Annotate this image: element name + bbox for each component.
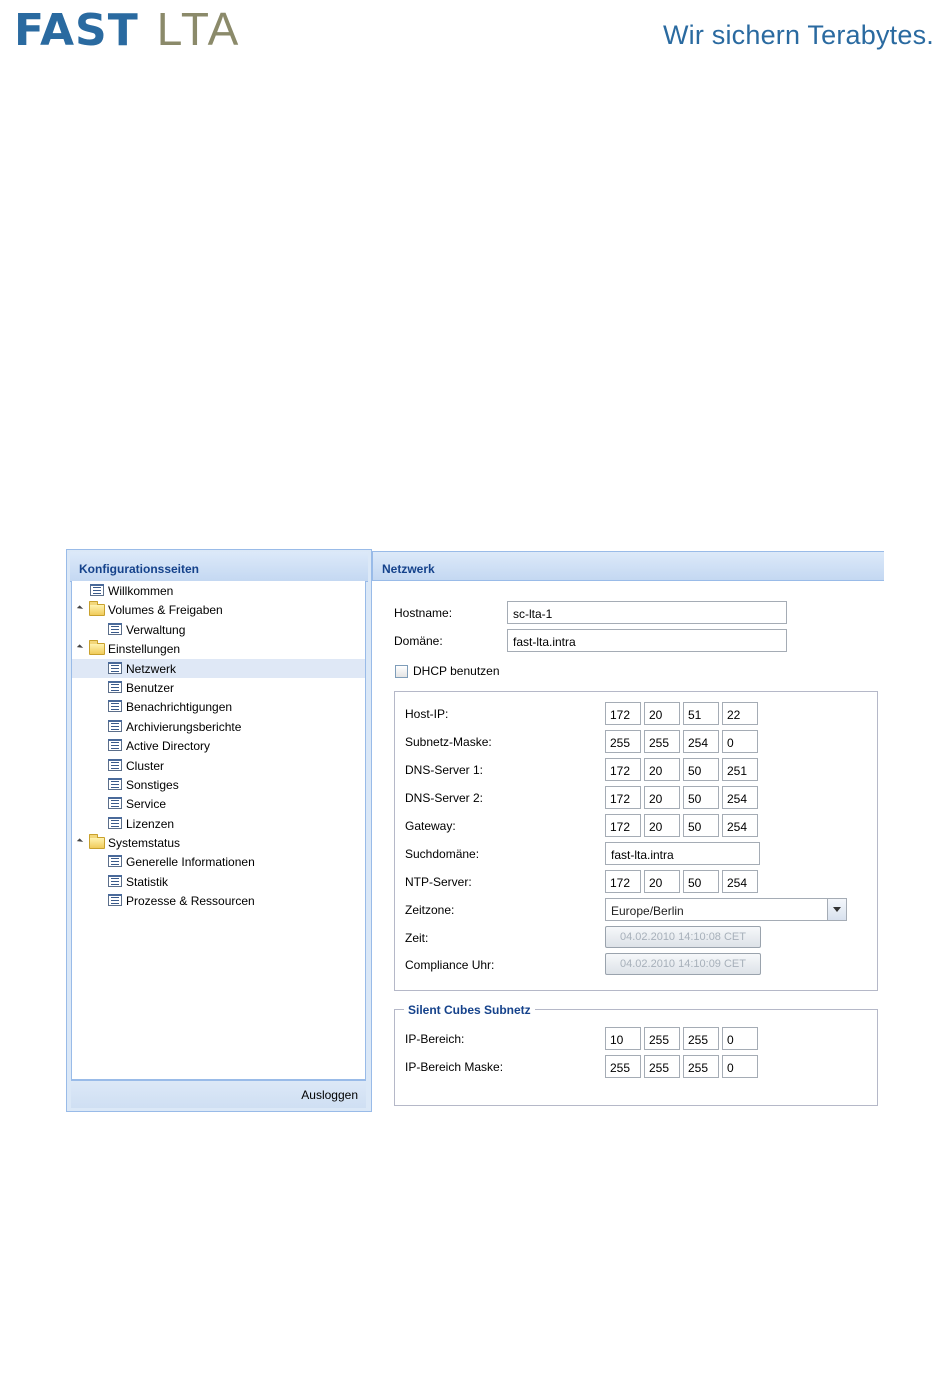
subnet-octet-3[interactable]: 254 <box>683 730 719 753</box>
domain-label: Domäne: <box>394 634 443 648</box>
ip-range-octet-1[interactable]: 10 <box>605 1027 641 1050</box>
sidebar-item-label: Prozesse & Ressourcen <box>126 894 255 909</box>
page-icon <box>90 584 104 596</box>
dhcp-checkbox[interactable] <box>395 665 408 678</box>
sidebar-item[interactable] <box>72 814 365 833</box>
subnet-octet-2[interactable]: 255 <box>644 730 680 753</box>
dns2-octet-3[interactable]: 50 <box>683 786 719 809</box>
page-icon <box>108 720 122 732</box>
folder-icon <box>89 837 105 849</box>
main-panel <box>371 549 884 1112</box>
host-ip-octet-3[interactable]: 51 <box>683 702 719 725</box>
gateway-octet-3[interactable]: 50 <box>683 814 719 837</box>
sidebar-panel <box>66 549 372 1112</box>
page-icon <box>108 797 122 809</box>
hostname-input[interactable]: sc-lta-1 <box>507 601 787 624</box>
page-icon <box>108 817 122 829</box>
sidebar-item[interactable] <box>72 678 365 697</box>
gateway-octet-2[interactable]: 20 <box>644 814 680 837</box>
sidebar-item[interactable] <box>72 775 365 794</box>
chevron-down-icon[interactable] <box>827 899 846 920</box>
dns1-octet-1[interactable]: 172 <box>605 758 641 781</box>
sidebar-item-label: Willkommen <box>108 584 174 598</box>
tagline: Wir sichern Terabytes. <box>663 20 934 50</box>
sidebar-item-label: Benutzer <box>126 680 175 695</box>
folder-icon <box>89 604 105 616</box>
sidebar-item[interactable] <box>72 697 365 716</box>
dns2-label: DNS-Server 2: <box>405 791 484 805</box>
dns1-label: DNS-Server 1: <box>405 763 484 777</box>
config-app <box>66 549 884 1112</box>
sidebar-item-label: Generelle Informationen <box>126 855 255 870</box>
compliance-clock-display: 04.02.2010 14:10:09 CET <box>605 953 761 975</box>
subnet-octet-4[interactable]: 0 <box>722 730 758 753</box>
sidebar-title: Konfigurationsseiten <box>70 552 368 582</box>
sidebar-item-label: Service <box>126 797 167 812</box>
expand-arrow-icon[interactable] <box>77 838 83 844</box>
ip-mask-octet-4[interactable]: 0 <box>722 1055 758 1078</box>
page-icon <box>108 623 122 635</box>
ip-mask-label: IP-Bereich Maske: <box>405 1060 504 1074</box>
sidebar-item-label: Statistik <box>126 874 169 889</box>
logo-fast: FAST <box>14 5 139 56</box>
sidebar-item[interactable] <box>72 756 365 775</box>
domain-input[interactable]: fast-lta.intra <box>507 629 787 652</box>
dns1-octet-2[interactable]: 20 <box>644 758 680 781</box>
sidebar-item[interactable] <box>72 581 365 600</box>
subnet-label: Subnetz-Maske: <box>405 735 492 749</box>
time-label: Zeit: <box>405 931 429 945</box>
sidebar-item-label: Active Directory <box>126 739 211 754</box>
dns2-octet-2[interactable]: 20 <box>644 786 680 809</box>
sidebar-item-label: Volumes & Freigaben <box>108 603 223 618</box>
gateway-octet-4[interactable]: 254 <box>722 814 758 837</box>
sidebar-item-label: Cluster <box>126 758 165 773</box>
host-ip-octet-4[interactable]: 22 <box>722 702 758 725</box>
ip-range-octet-3[interactable]: 255 <box>683 1027 719 1050</box>
timezone-select[interactable] <box>605 898 847 921</box>
sidebar-item[interactable] <box>72 891 365 910</box>
sidebar-item[interactable] <box>72 717 365 736</box>
ntp-octet-3[interactable]: 50 <box>683 870 719 893</box>
dns1-octet-4[interactable]: 251 <box>722 758 758 781</box>
timezone-label: Zeitzone: <box>405 903 455 917</box>
folder-icon <box>89 643 105 655</box>
logo-lta: LTA <box>156 3 241 55</box>
host-ip-label: Host-IP: <box>405 707 449 721</box>
gateway-octet-1[interactable]: 172 <box>605 814 641 837</box>
dns1-octet-3[interactable]: 50 <box>683 758 719 781</box>
hostname-label: Hostname: <box>394 606 453 620</box>
search-domain-input[interactable]: fast-lta.intra <box>605 842 760 865</box>
page-icon <box>108 662 122 674</box>
page-icon <box>108 855 122 867</box>
sidebar-item[interactable] <box>72 600 365 619</box>
brand-logo <box>14 3 241 56</box>
page-icon <box>108 681 122 693</box>
ip-mask-octet-2[interactable]: 255 <box>644 1055 680 1078</box>
silent-cubes-legend: Silent Cubes Subnetz <box>404 1003 535 1017</box>
ip-mask-octet-1[interactable]: 255 <box>605 1055 641 1078</box>
sidebar-item-label: Systemstatus <box>108 836 181 851</box>
logout-button[interactable]: Ausloggen <box>301 1088 358 1102</box>
search-domain-label: Suchdomäne: <box>405 847 480 861</box>
navigation-tree <box>71 581 366 1080</box>
gateway-label: Gateway: <box>405 819 456 833</box>
sidebar-item[interactable] <box>72 852 365 871</box>
sidebar-item-label: Einstellungen <box>108 642 181 657</box>
sidebar-item[interactable] <box>72 833 365 852</box>
dhcp-label: DHCP benutzen <box>413 664 500 678</box>
page-icon <box>108 875 122 887</box>
ntp-label: NTP-Server: <box>405 875 472 889</box>
page-icon <box>108 739 122 751</box>
expand-arrow-icon[interactable] <box>77 644 83 650</box>
sidebar-item[interactable] <box>72 794 365 813</box>
ntp-octet-1[interactable]: 172 <box>605 870 641 893</box>
subnet-octet-1[interactable]: 255 <box>605 730 641 753</box>
sidebar-item-label: Verwaltung <box>126 622 186 637</box>
page-title: Netzwerk <box>372 551 884 581</box>
sidebar-item-label: Lizenzen <box>126 816 175 831</box>
dns2-octet-4[interactable]: 254 <box>722 786 758 809</box>
dns2-octet-1[interactable]: 172 <box>605 786 641 809</box>
page-icon <box>108 894 122 906</box>
page-icon <box>108 700 122 712</box>
ntp-octet-2[interactable]: 20 <box>644 870 680 893</box>
ip-range-octet-2[interactable]: 255 <box>644 1027 680 1050</box>
host-ip-octet-2[interactable]: 20 <box>644 702 680 725</box>
sidebar-item[interactable] <box>72 872 365 891</box>
ip-range-label: IP-Bereich: <box>405 1032 465 1046</box>
expand-arrow-icon[interactable] <box>77 606 83 612</box>
compliance-clock-label: Compliance Uhr: <box>405 958 495 972</box>
sidebar-item[interactable] <box>72 639 365 658</box>
host-ip-octet-1[interactable]: 172 <box>605 702 641 725</box>
ip-range-octet-4[interactable]: 0 <box>722 1027 758 1050</box>
sidebar-footer <box>71 1080 366 1108</box>
sidebar-item[interactable] <box>72 620 365 639</box>
sidebar-item-label: Archivierungsberichte <box>126 719 242 734</box>
ip-mask-octet-3[interactable]: 255 <box>683 1055 719 1078</box>
sidebar-item-label: Netzwerk <box>126 661 177 676</box>
sidebar-item-label: Sonstiges <box>126 777 179 792</box>
sidebar-item[interactable] <box>72 736 365 755</box>
sidebar-item-label: Benachrichtigungen <box>126 700 233 715</box>
page-icon <box>108 778 122 790</box>
time-display: 04.02.2010 14:10:08 CET <box>605 926 761 948</box>
sidebar-item[interactable] <box>72 659 365 678</box>
page-icon <box>108 759 122 771</box>
timezone-value: Europe/Berlin <box>611 904 684 918</box>
ntp-octet-4[interactable]: 254 <box>722 870 758 893</box>
